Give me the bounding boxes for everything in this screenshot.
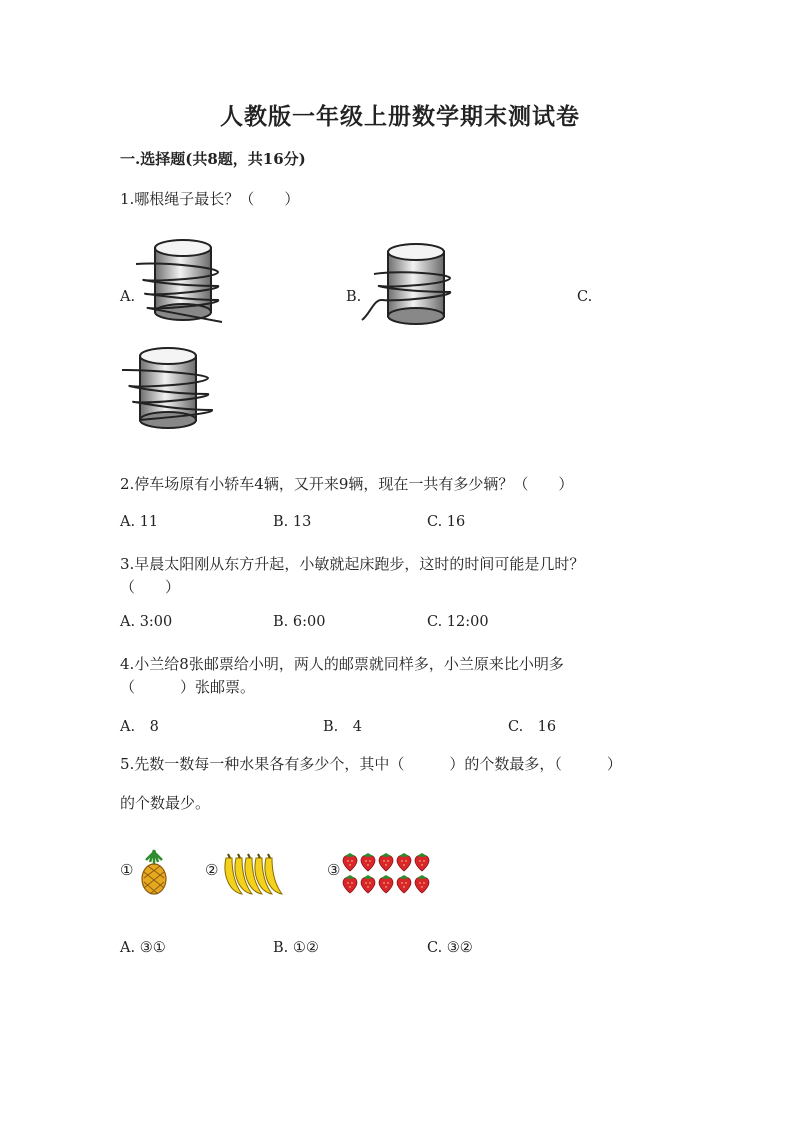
page-title: 人教版一年级上册数学期末测试卷	[220, 103, 580, 130]
question-5-text: 5.先数一数每一种水果各有多少个，其中（ ）的个数最多，（ ）	[120, 755, 622, 773]
q1-option-c-label: C.	[577, 289, 593, 305]
rope-can-icon	[130, 242, 230, 327]
pineapple-icon	[138, 848, 170, 896]
marker-1: ①	[120, 861, 134, 879]
q1-option-b-label: B.	[346, 289, 362, 305]
question-2-text: 2.停车场原有小轿车4辆，又开来9辆，现在一共有多少辆？（ ）	[120, 475, 574, 493]
question-3-text: 3.早晨太阳刚从东方升起，小敏就起床跑步，这时的时间可能是几时？	[120, 555, 585, 573]
q5-option-b: B. ①②	[273, 940, 319, 956]
q5-option-a: A. ③①	[120, 940, 166, 956]
question-5-text-cont: 的个数最少。	[120, 794, 211, 812]
q5-option-c: C. ③②	[427, 940, 473, 956]
section-heading: 一.选择题(共8题，共16分)	[120, 150, 306, 168]
banana-icon	[222, 852, 292, 896]
question-3-blank: （ ）	[120, 578, 181, 596]
q4-option-c: C. 16	[508, 719, 557, 735]
q2-option-a: A. 11	[120, 514, 159, 530]
rope-can-icon	[360, 244, 460, 329]
q4-option-b: B. 4	[323, 719, 362, 735]
q2-option-c: C. 16	[427, 514, 466, 530]
marker-3: ③	[327, 861, 341, 879]
question-4-blank: （ ）张邮票。	[120, 678, 256, 696]
q3-option-b: B. 6:00	[273, 614, 326, 630]
q2-option-b: B. 13	[273, 514, 312, 530]
strawberry-icon	[342, 852, 434, 896]
q4-option-a: A. 8	[120, 719, 159, 735]
question-1-text: 1.哪根绳子最长？（ ）	[120, 190, 300, 208]
rope-can-icon	[120, 348, 220, 433]
question-4-text: 4.小兰给8张邮票给小明，两人的邮票就同样多，小兰原来比小明多	[120, 655, 564, 673]
q3-option-a: A. 3:00	[120, 614, 173, 630]
q1-option-a-label: A.	[120, 289, 136, 305]
marker-2: ②	[205, 861, 219, 879]
q3-option-c: C. 12:00	[427, 614, 489, 630]
